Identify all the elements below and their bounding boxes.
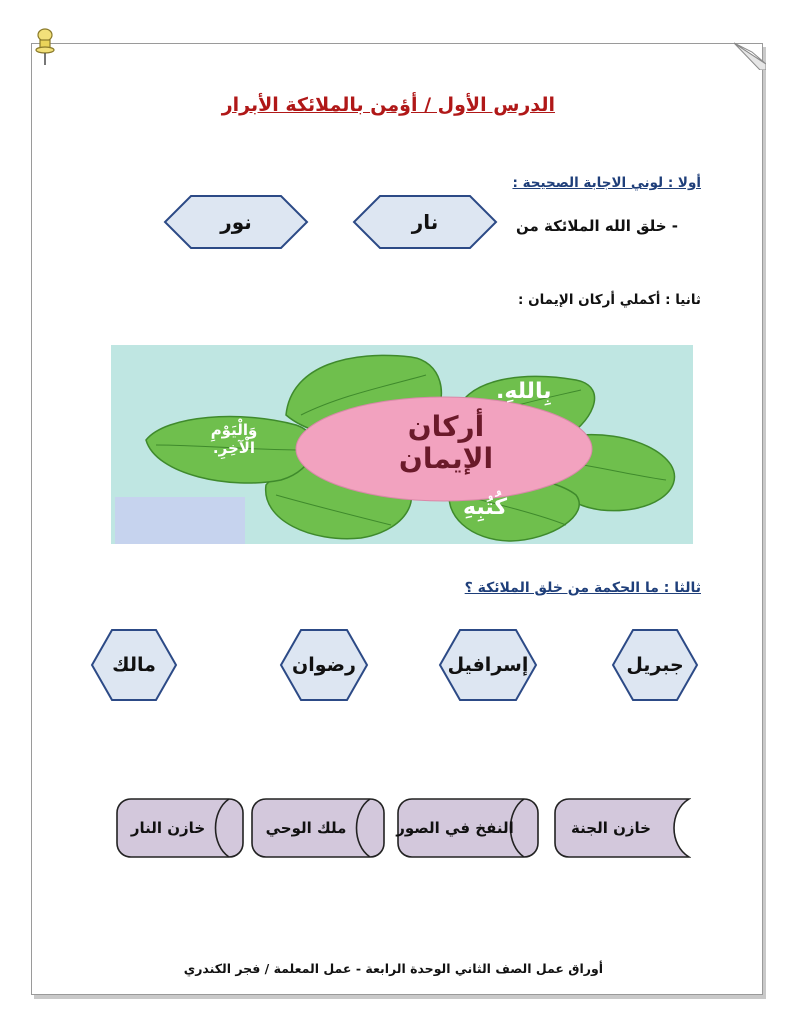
lesson-title: الدرس الأول / أؤمن بالملائكة الأبرار [221,94,555,116]
role-hell-keeper-label: خازن النار [130,819,206,837]
role-hell-keeper[interactable] [115,797,245,859]
angel-jibril-label: جبريل [626,654,684,676]
footer-credit: أوراق عمل الصف الثاني الوحدة الرابعة - عمل المعلمة / فجر الكندري [183,961,603,976]
petal-last-day-line-two: الْآخِرِ. [212,439,256,457]
angel-malik-label: مالك [112,654,156,676]
page-fold-corner [734,38,766,70]
question-three-heading: ثالثا : ما الحكمة من خلق الملائكة ؟ [464,580,701,596]
angel-malik[interactable] [90,628,178,702]
push-pin-icon [33,28,57,66]
question-one-heading: أولا : لوني الاجابة الصحيحة : [512,175,701,191]
angel-israfil-label: إسرافيل [447,654,529,676]
role-revelation-angel[interactable] [250,797,386,859]
option-fire[interactable] [352,194,498,250]
role-revelation-angel-label: ملك الوحي [265,819,347,837]
petal-last-day-line-one: وَالْيَوْمِ [210,421,258,439]
angel-jibril[interactable] [611,628,699,702]
faith-pillars-flower [111,345,693,544]
role-paradise-keeper[interactable] [553,797,691,859]
role-trumpet-blower-label: النفخ في الصور [396,819,514,837]
question-one-stem: - خلق الله الملائكة من [515,217,678,235]
role-trumpet-blower[interactable] [396,797,540,859]
petal-god: بِاللهِ. [496,379,552,404]
option-fire-label: نار [411,210,439,234]
angel-ridwan-label: رضوان [292,654,356,676]
question-two-heading: ثانيا : أكملي أركان الإيمان : [517,292,701,308]
option-light-label: نور [220,210,252,234]
role-paradise-keeper-label: خازن الجنة [571,819,651,837]
angel-ridwan[interactable] [279,628,369,702]
petal-books: كُتُبِهِ [463,495,508,520]
option-light[interactable] [163,194,309,250]
angel-israfil[interactable] [438,628,538,702]
flower-center-line-one: أركان [407,410,485,443]
flower-center-line-two: الإيمان [398,442,494,475]
